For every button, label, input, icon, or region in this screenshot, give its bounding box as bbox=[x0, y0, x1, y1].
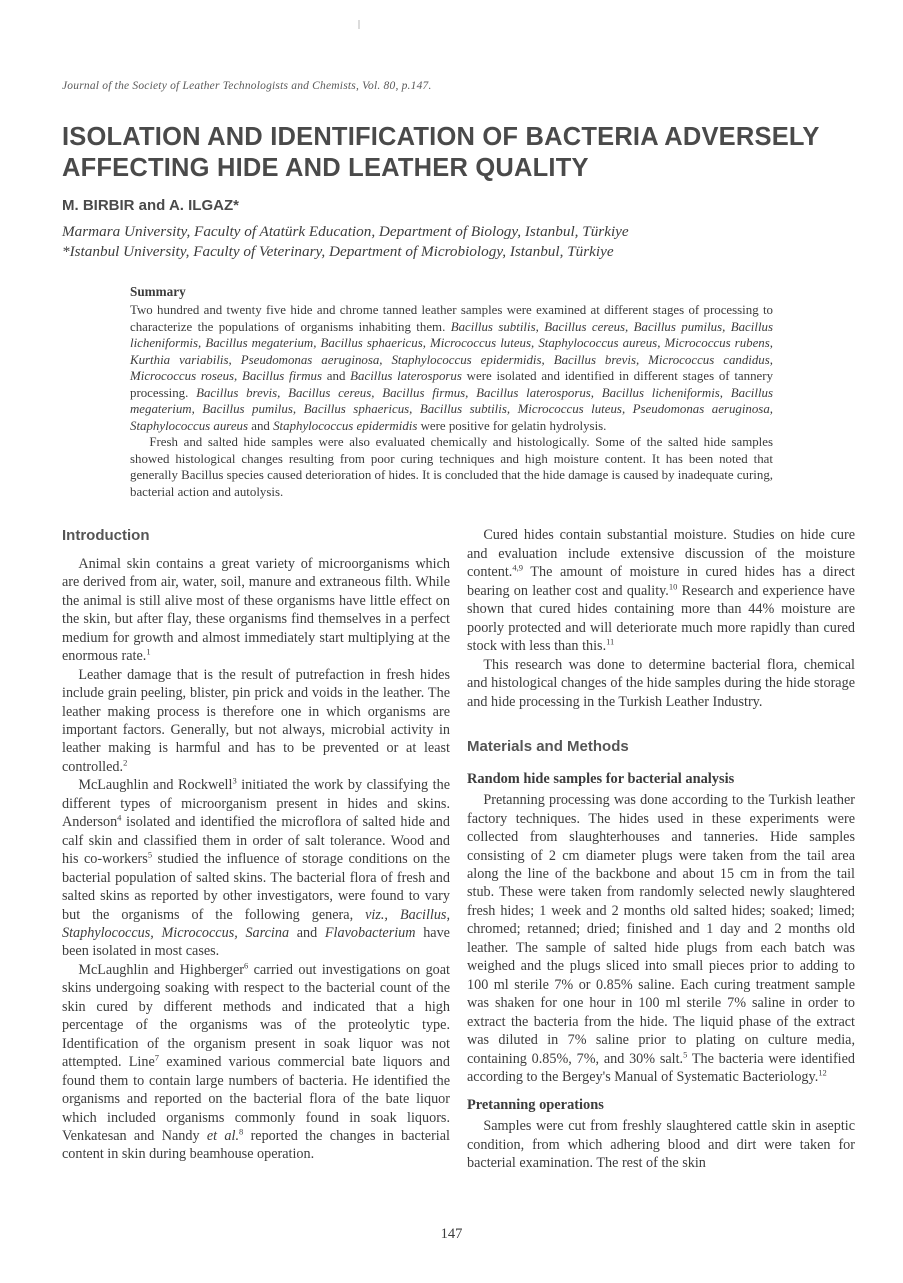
intro-paragraph-1: Animal skin contains a great variety of microorganisms which are derived from air, water, soil, manure and extraneous filth. While the animal is still alive most of these organisms have little effect on the skin, but after flay, these organisms find themselves in a perfect medium for growth and almost immediately start multiplying at the enormous rate.$^1$ bbox=[62, 555, 450, 665]
summary-paragraph-1: Two hundred and twenty five hide and chrome tanned leather samples were examined at different stages of processing to characterize the populations of organisms inhabiting them. Bacillus subtilis, Bacillus cereus, Bacillus pumilus, Bacillus licheniformis, Bacillus megaterium, Bacillus sphaericus, Micrococcus luteus, Staphylococcus aureus, Micrococcus rubens, Kurthia variabilis, Pseudomonas aeruginosa, Staphylococcus epidermidis, Bacillus brevis, Micrococcus candidus, Micrococcus roseus, Bacillus firmus and Bacillus laterosporus were isolated and identified in different stages of tannery processing. Bacillus brevis, Bacillus cereus, Bacillus firmus, Bacillus laterosporus, Bacillus licheniformis, Bacillus megaterium, Bacillus pumilus, Bacillus sphaericus, Bacillus subtilis, Micrococcus luteus, Pseudomonas aeruginosa, Staphylococcus aureus and Staphylococcus epidermidis were positive for gelatin hydrolysis. bbox=[130, 303, 774, 433]
page-number: 147 bbox=[440, 1226, 463, 1242]
section-heading-materials-methods: Materials and Methods bbox=[467, 737, 629, 755]
random-samples-paragraph: Pretanning processing was done according to the Turkish leather factory techniques. The hides used in these experiments were collected from slaughterhouses and tanneries. Hide samples consisting of 2 cm diameter plugs were taken from the tail area along the line of the backbone and about 15 cm in from the tail stub. These were taken from randomly selected newly slaughtered fresh hides; 1 week and 2 months old salted hides; soaked; limed; chromed; retanned; dried; finished and 1 day and 2 months old leather. The sample of salted hide plugs from each batch was weighed and the plugs sliced into small pieces prior to adding to 100 ml sterile 7% or 0.85% saline. Each curing treatment sample was shaken for one hour in 100 ml sterile 7% saline in order to extract the bacteria from the hide. The liquid phase of the extract was diluted in 7% saline prior to plating on culture media, containing 0.85%, 7%, and 30% salt.$^5$ The bacteria were identified according to the Bergey's Manual of Systematic Bacteriology.$^{12}$ bbox=[467, 792, 856, 1085]
authors-line: M. BIRBIR and A. ILGAZ* bbox=[62, 197, 239, 215]
intro-paragraph-4: McLaughlin and Highberger$^6$ carried out investigations on goat skins undergoing soaking with respect to the bacterial count of the skin cured by different methods and indicated that a high percentage of the organisms was of the proteolytic type. Identification of the organism present in soak liquor was not attempted. Line$^7$ examined various commercial bate liquors and found them to contain large numbers of bacteria. He identified the organisms and reported on the bacterial flora of the bate liquor which included organisms commonly found in soak liquors. Venkatesan and Nandy et al.$^8$ reported the changes in bacterial content in skin during beamhouse operation. bbox=[62, 960, 450, 1163]
summary-block bbox=[130, 284, 773, 500]
two-column-body bbox=[62, 526, 855, 1172]
research-aim-paragraph: This research was done to determine bacterial flora, chemical and histological changes of the hide samples during the hide storage and hide processing in the Turkish Leather Industry. bbox=[467, 656, 855, 710]
affiliations-block bbox=[62, 222, 855, 262]
journal-header-line: Journal of the Society of Leather Technologists and Chemists, Vol. 80, p.147. bbox=[62, 80, 432, 92]
paper-title: ISOLATION AND IDENTIFICATION OF BACTERIA ADVERSELY AFFECTING HIDE AND LEATHER QUALITY bbox=[62, 123, 820, 183]
intro-paragraph-3: McLaughlin and Rockwell$^3$ initiated the work by classifying the different types of microorganism present in hides and skins. Anderson$^4$ isolated and identified the microflora of salted hide and calf skin and classified them in order of salt tolerance. Wood and his co-workers$^5$ studied the influence of storage conditions on the bacterial population of salted skins. The bacterial flora of fresh and salted skins as reported by other investigators, were found to vary but the organisms of the following genera, viz., Bacillus, Staphylococcus, Micrococcus, Sarcina and Flavobacterium have been isolated in most cases. bbox=[62, 775, 450, 960]
summary-paragraph-2: Fresh and salted hide samples were also evaluated chemically and histologically. Some of the salted hide samples showed histological changes resulting from poor curing techniques and high moisture content. It has been noted that generally Bacillus species caused deterioration of hides. It is concluded that the hide damage is caused by inadequate curing, bacterial action and autolysis. bbox=[130, 435, 773, 499]
left-column bbox=[62, 526, 450, 1172]
intro-paragraph-2: Leather damage that is the result of putrefaction in fresh hides include grain peeling, blister, pin prick and voids in the leather. The leather making process is therefore one in which organisms are important factors. Generally, but not always, microbial activity in leather making is harmful and has to be prevented or at least controlled.$^2$ bbox=[62, 666, 450, 775]
right-column bbox=[467, 526, 855, 1172]
cured-hides-paragraph: Cured hides contain substantial moisture. Studies on hide cure and evaluation include extensive discussion of the moisture content.$^{4,9}$ The amount of moisture in cured hides has a direct bearing on leather cost and quality.$^{10}$ Research and experience have shown that cured hides containing more than 44% moisture are poorly protected and will deteriorate much more rapidly than cured stock with less than this.$^{11}$ bbox=[467, 527, 855, 655]
subheading-pretanning-operations: Pretanning operations bbox=[467, 1097, 604, 1114]
affiliation-istanbul: *Istanbul University, Faculty of Veterinary, Department of Microbiology, Istanbul, Türkiye bbox=[62, 243, 614, 261]
affiliation-marmara: Marmara University, Faculty of Atatürk Education, Department of Biology, Istanbul, Türkiye bbox=[62, 223, 629, 241]
section-heading-introduction: Introduction bbox=[62, 527, 150, 545]
scan-artifact bbox=[358, 20, 360, 29]
pretanning-paragraph: Samples were cut from freshly slaughtered cattle skin in aseptic condition, from which adhering blood and dirt were taken for bacterial examination. The rest of the skin bbox=[467, 1118, 855, 1172]
subheading-random-hide-samples: Random hide samples for bacterial analysis bbox=[467, 771, 735, 788]
summary-heading: Summary bbox=[130, 284, 186, 300]
